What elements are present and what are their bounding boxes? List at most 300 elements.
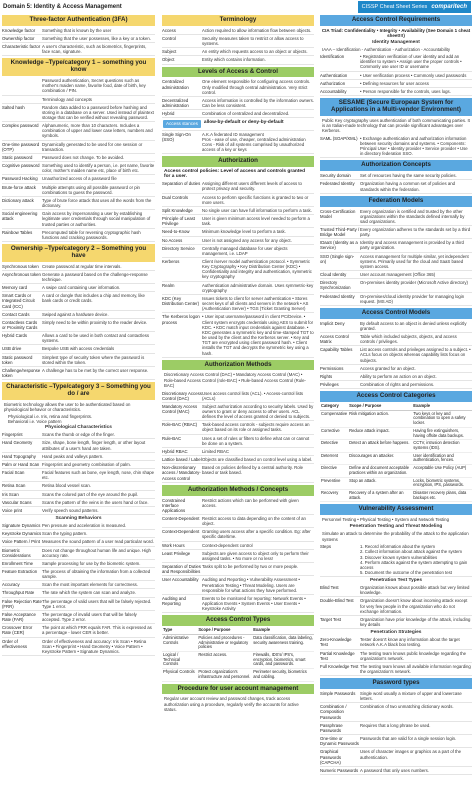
info-row — [162, 258, 314, 282]
row-desc: User is given minimum access level needed to perform a task. — [202, 216, 310, 227]
row-term: Contact Cards — [2, 311, 30, 317]
info-row — [162, 35, 314, 48]
row-term: Access Control Matrix — [320, 334, 349, 345]
info-row — [320, 735, 472, 748]
row-desc: Pen pressure and acceleration is measured. — [42, 523, 127, 529]
info-row — [2, 624, 155, 637]
row-desc: • User input username/password in client PC/Device. • Client system encrypts credentials using AES to submit for KDC. • KDC match input credentials against database. • KDC generates a symmetric key and time-stamped TGT to be used by the client and the Kerberos server. • Key and TGT are encrypted using client password hash. • Client installs the TGT and decrypts the symmetric key using a hash. — [202, 314, 314, 356]
intro-text: Biometric technology allows the user to be authenticated based on physiological behavior or characteristics. — [4, 401, 131, 413]
steps-list — [360, 544, 472, 575]
row-desc: The point at which FRR equals FAR. This is expressed as a percentage - lower CER is better. — [42, 625, 152, 636]
row-desc: Set of resources having the same security policies. — [360, 173, 457, 179]
row-desc: On-premises/cloud identity provider for managing login request. (MS AD) — [360, 293, 465, 304]
section-models — [320, 308, 472, 389]
row-desc: An entity which requests access to an object or objects. — [202, 49, 308, 55]
table-cell: Protect organization's infrastructure and personnel. — [197, 669, 252, 681]
row-term: User Accountability — [162, 577, 199, 583]
table-cell: Restrict access. — [197, 651, 252, 668]
info-row — [320, 208, 472, 226]
row-desc: Allows a card to be used in both contact and contactless systems. — [42, 333, 150, 344]
series-title: CISSP Cheat Sheet Series — [361, 4, 428, 10]
info-row — [162, 403, 314, 421]
info-row — [162, 245, 314, 258]
subheading: Penetration Testing and Threat Modeling — [349, 524, 443, 530]
row-desc: Measures the sound pattern of a user read particular word. — [42, 539, 154, 545]
row-desc: Restrict actions which can be performed with given access. — [202, 497, 299, 508]
info-row — [320, 584, 472, 597]
row-term: Auditing and Reporting — [162, 595, 186, 607]
section-header: Terminology — [162, 15, 314, 26]
row-desc: Something that the user possesses, like a key or a token. — [42, 35, 151, 41]
sesame-text: Public Key cryptography uses authentication of both communicating parties. It is an Italian-made technology that can provide significant advantages over Kerberos. — [322, 117, 470, 134]
row-desc: Scan the most important elements for correctness. — [42, 582, 139, 588]
sso-row — [162, 131, 314, 155]
info-row — [162, 194, 314, 207]
row-term: Enrollment Time — [2, 560, 34, 566]
row-desc: Something used to identify a person, i.e. pet name, favorite color, mother's maiden name etc, place of birth etc. — [42, 163, 155, 174]
row-desc: The percentage of invalid users that will be falsely accepted. Type 2 error. — [42, 611, 137, 623]
row-term: Capability Tables — [320, 347, 353, 353]
row-desc: Terminology and concepts — [42, 96, 92, 102]
row-term: SSO (Single sign-on) — [320, 253, 355, 264]
row-desc: Hand peaks and valleys pattern. — [42, 453, 104, 459]
info-row — [2, 530, 155, 538]
info-row — [320, 53, 472, 71]
info-row — [162, 563, 314, 576]
top-bar — [0, 0, 474, 14]
row-term: Numeric Passwords — [320, 767, 359, 773]
row-term — [2, 97, 42, 102]
info-row — [320, 616, 472, 629]
row-desc: Dynamically generated to be used for one session or transaction. — [42, 141, 143, 152]
section-auth-concepts — [320, 160, 472, 193]
section-header: Authorization Methods / Concepts — [162, 485, 314, 496]
info-row — [162, 27, 314, 35]
stances-pill: Access stances — [163, 120, 201, 128]
row-term: Rule-BAC — [162, 435, 182, 441]
bullet-item: Behavioral i.e. Voice pattern — [8, 418, 62, 424]
info-row — [2, 210, 155, 228]
iaaa-line: IAAA – Identification - Authentication - Authorization - Accountability — [322, 46, 451, 52]
row-desc: Security measures taken to restrict or allow access to systems. — [202, 35, 304, 47]
section-header: Authorization Concepts — [320, 160, 472, 171]
table-cell: Administrative Controls — [162, 634, 197, 651]
table-row — [162, 634, 314, 651]
row-desc: Centrally managed database for user objects management, i.e. LDAP — [202, 245, 288, 256]
row-term: Blind Test — [320, 585, 339, 591]
row-desc: Verify speech sound patterns. — [42, 507, 99, 513]
row-term: Split Knowledge — [162, 207, 193, 213]
row-term: Implicit Deny — [320, 320, 345, 326]
row-term: Directory Synchronization — [320, 280, 351, 291]
info-row — [320, 650, 472, 663]
row-term: Memory card — [2, 285, 28, 291]
subheading: Penetration Strategies — [370, 630, 422, 636]
row-desc: Scans the pattern of the veins in the users hand or face. — [42, 499, 149, 505]
table-header-cell: Category — [320, 403, 348, 410]
row-desc: Subjects are given access to object only to perform their assigned tasks. • No more or no less! — [202, 550, 309, 561]
table-cell: Data classification, data labeling, security awareness training. — [252, 634, 314, 651]
table-cell: Firewalls, IDS's/ IPS's, encryption, biometrics, smart cards, and passwords. — [252, 651, 314, 668]
info-row — [320, 703, 472, 721]
row-desc: Minimum knowledge level to perform a task. — [202, 229, 286, 235]
info-row — [162, 528, 314, 541]
row-desc: User is not assigned any access for any object. — [202, 237, 292, 243]
info-row — [2, 319, 155, 332]
info-row — [162, 180, 314, 193]
info-row — [320, 333, 472, 346]
info-row — [2, 35, 155, 43]
row-desc: A user's characteristic, such as biometrics, fingerprints, face scan, signature. — [42, 44, 147, 55]
sso-desc — [202, 132, 314, 153]
info-row — [2, 104, 155, 122]
info-row — [2, 367, 155, 380]
row-term: Facial Scan — [2, 470, 25, 476]
info-row — [2, 431, 155, 439]
row-term: Synchronous token — [2, 263, 39, 269]
row-term: Dual Controls — [162, 194, 189, 200]
section-header: SESAME (Secure European System for Applications in a Multi-vendor Environment) — [320, 98, 472, 116]
row-desc: Create password at regular time intervals. — [42, 263, 122, 269]
row-term: Cognitive password — [2, 163, 40, 169]
row-desc: Every organization is certified and trusted by the other organizations within the standards defined internally by said organizations. — [360, 208, 465, 224]
info-row — [320, 381, 472, 389]
row-desc: Uses a set of rules or filters to define what can or cannot be done on a system. — [202, 435, 310, 446]
step-item: 4. Perform attacks against the system attempting to gain access — [360, 559, 468, 570]
row-desc: • Defining resources for user access — [360, 80, 429, 86]
row-term: Combination / Composition Passwords — [320, 704, 347, 720]
row-desc: One element responsible for configuring access controls. Only modified through central administration. Very strict control. — [202, 79, 311, 95]
info-row — [2, 499, 155, 507]
info-row — [162, 228, 314, 236]
info-row — [162, 48, 314, 56]
row-desc: Combination of centralized and decentralized. — [202, 111, 290, 117]
info-row — [162, 97, 314, 110]
row-term: Password Hacking — [2, 176, 38, 182]
info-row — [162, 464, 314, 482]
row-term: Object — [162, 57, 175, 63]
row-term: Centralized administration — [162, 79, 189, 90]
row-desc: Uses of character images or graphics as a part of the authentication. — [360, 749, 462, 760]
info-row — [2, 581, 155, 589]
table-cell: Directive — [320, 465, 348, 477]
section-header: Password types — [320, 678, 472, 689]
info-row — [2, 184, 155, 197]
info-row — [2, 611, 155, 624]
info-row — [320, 597, 472, 615]
brand-banner — [358, 1, 471, 13]
row-term: Work Hours — [162, 542, 185, 548]
section-concepts — [162, 485, 314, 614]
row-desc: The testing team knows public knowledge regarding the organization's network. — [360, 650, 467, 661]
row-term: Need-to-Know — [162, 229, 190, 235]
row-term: Cloud Identity — [320, 272, 347, 278]
section-header: Access Control Models — [320, 308, 472, 319]
procedure-text: Regular user account review and password changes, track access authorization using a procedure, regularly verify the accounts for active status. — [164, 696, 299, 713]
step-item: 1. Record information about the system — [360, 544, 435, 550]
row-desc: A challenge has to be met by the correct user response. — [42, 367, 149, 373]
row-desc: • Exchange authentication and authorization information between security domains and systems. • Components: Principal User • Identity provider • Service provider • Use in directory federation SSO. — [360, 135, 468, 157]
info-row — [320, 767, 472, 775]
row-desc: Something that is known by the user — [42, 27, 112, 33]
info-row — [2, 345, 155, 353]
section-header: Access Control Types — [162, 615, 314, 626]
row-term: Control — [162, 35, 176, 41]
section-header: Ownership –Type/category 2 – Something you have — [2, 244, 155, 262]
info-row — [320, 239, 472, 252]
row-term: Social engineering attack — [2, 211, 38, 222]
row-desc: Scans the thumb or edge of the finger. — [42, 432, 115, 438]
info-row — [2, 175, 155, 183]
row-desc: Uses access control lists (ACL). • Access-control lists (ACLs) — [202, 390, 304, 401]
info-row — [2, 122, 155, 140]
info-row — [320, 293, 472, 306]
vuln-line: Personnel Testing • Physical Testing • System and Network Testing — [322, 517, 449, 523]
row-desc: On-premises identity provider (Microsoft Active directory) — [360, 280, 468, 286]
section-sesame — [320, 98, 472, 158]
row-desc: A swipe card containing user information. — [42, 285, 121, 291]
info-row — [320, 80, 472, 88]
row-term: Directory Service — [162, 245, 195, 251]
table-cell: Disaster recovery plans, data backups etc. — [412, 489, 472, 501]
row-term: Realm — [162, 282, 175, 288]
table-header-row — [162, 627, 314, 634]
row-term: Crossover Error Rate (CER) — [2, 625, 33, 636]
section-requirements — [320, 15, 472, 96]
row-term: Decentralized administration — [162, 97, 189, 109]
row-desc: Access granted for an object. — [360, 365, 416, 371]
row-term: Separation of duties — [162, 181, 201, 187]
row-term: Hand Geometry — [2, 440, 33, 446]
row-desc: Multiple attempts using all possible password or pin combinations to guess the password. — [42, 184, 140, 195]
row-desc: List access controls and privileges assigned to a subject. • ACLs focus on objects whereas capability lists focus on subjects. — [360, 347, 471, 363]
section-categories — [320, 391, 472, 502]
row-term: Hybrid Cards — [2, 333, 28, 339]
row-desc: Precomputed table for reversing cryptographic hash functions and cracking passwords. — [42, 229, 141, 240]
table-row — [320, 440, 472, 452]
table-row — [320, 477, 472, 489]
row-desc: A password that only uses numbers. — [360, 767, 430, 773]
info-row — [2, 482, 155, 490]
info-row — [320, 373, 472, 381]
section-header: Three-factor Authentication (3FA) — [2, 15, 155, 26]
row-desc: Access to perform specific functions is granted to two or more users. — [202, 194, 309, 205]
table-header-cell: Example — [412, 403, 472, 410]
table-cell: Perimeter security, biometrics and cabling. — [252, 669, 314, 681]
section-authorization — [162, 156, 314, 357]
bullet-item: Pros - ease of use, cheaper, centralized administration — [202, 137, 306, 142]
row-desc: Based on policies defined by a central authority. Role based or task based. — [202, 465, 303, 476]
info-row — [2, 154, 155, 162]
step-item: 2. Collect information about attack against the system — [360, 549, 462, 555]
section-types — [162, 615, 314, 681]
row-term: Graphical Passwords (CAPCHA) — [320, 749, 342, 765]
row-desc: Assigning different users different levels of access to protect privacy and security. — [202, 181, 302, 192]
table-cell: Physical Controls — [162, 669, 197, 681]
table-cell: Detective — [320, 440, 348, 452]
row-term: False Acceptance Rate (FAR) — [2, 611, 36, 623]
table-row — [162, 669, 314, 681]
steps-label: Steps — [320, 544, 331, 550]
row-desc: Entity which contains information. — [202, 57, 266, 63]
row-term: Federated Identity — [320, 181, 355, 187]
info-row — [162, 56, 314, 64]
info-row — [2, 453, 155, 461]
row-term: Voice Pattern / Print — [2, 539, 40, 545]
column-right — [320, 15, 472, 810]
row-term: Full Knowledge Test — [320, 663, 359, 669]
info-row — [320, 172, 472, 180]
table-row — [320, 452, 472, 464]
row-term: Authorization — [320, 80, 346, 86]
row-term: Order of effectiveness — [2, 638, 28, 649]
info-row — [2, 522, 155, 530]
row-term: USB drive — [2, 346, 22, 352]
subheading: Scanning Behaviors — [55, 516, 102, 522]
comparitech-logo: comparitech — [431, 4, 467, 10]
info-row — [162, 313, 314, 357]
row-desc: Fingerprint and geometry combination of palm. — [42, 461, 131, 467]
row-desc: Combination of rights and permissions. — [360, 382, 435, 388]
row-desc: Order of effectiveness and accuracy: Iris Scan • Retina Scan • Fingerprint • Hand Geometry • Voice Pattern • Keystroke Pattern • Signature Dynamics. — [42, 638, 147, 654]
bullet-item: A.K.A federated ID management — [202, 131, 264, 137]
row-desc: User account management (Office 365) — [360, 272, 436, 278]
section-vulnerability — [320, 504, 472, 676]
info-row — [320, 180, 472, 193]
info-row — [162, 456, 314, 464]
row-term: Voice print — [2, 507, 23, 513]
row-term: Double-Blind Test — [320, 598, 354, 604]
row-term: Security domain — [320, 173, 351, 179]
row-desc: Authentication administrative domain. Uses symmetric-key cryptography — [202, 282, 314, 293]
row-term: Keystroke Dynamics — [2, 531, 42, 537]
info-row — [2, 598, 155, 611]
row-term: Hybrid — [162, 111, 175, 117]
column-middle — [162, 15, 314, 810]
info-row — [320, 253, 472, 271]
row-term: Context-Dependent — [162, 529, 200, 535]
table-header-cell: Scope / Purpose — [348, 403, 412, 410]
row-term: Privileges — [320, 382, 339, 388]
row-term: Challenge/response token — [2, 367, 41, 379]
row-desc: Granting users access after a specific condition. Eg: after specific date/time. — [202, 529, 311, 540]
row-desc: Organization knows about possible attack but very limited knowledge. — [360, 585, 470, 596]
info-row — [320, 636, 472, 649]
section-header: Levels of Access & Control — [162, 67, 314, 78]
info-row — [320, 365, 472, 373]
row-term: Retina Scan — [2, 483, 26, 489]
table-cell: Recovery — [320, 489, 348, 501]
row-term: Discretionary Access Control (DAC) — [162, 390, 202, 401]
info-row — [2, 491, 155, 499]
row-desc: No single user can have full information to perform a task. — [202, 207, 312, 213]
row-term: Access — [162, 27, 176, 33]
data-table — [320, 403, 472, 502]
row-desc: Size, shape, bone length, finger length, or other layout attributes of a user's hand are taken. — [42, 440, 146, 451]
row-desc: Single word usually a mixture of upper and lowercase letters. — [360, 690, 462, 702]
row-term: Signature Dynamics — [2, 523, 41, 529]
row-term — [2, 78, 42, 93]
row-term: Authentication — [320, 72, 348, 78]
section-header: Authorization — [162, 156, 314, 167]
row-term: Salted hash — [2, 104, 25, 110]
row-term: Complex password — [2, 123, 39, 129]
row-desc: Access management for multiple similar, yet independent systems. Primarily used for the cloud and SaaS based system access. — [360, 253, 469, 269]
section-header: Knowledge –Type/category 1 – something you know — [2, 58, 155, 76]
row-term: Hand Topography — [2, 453, 36, 459]
info-row — [320, 279, 472, 292]
row-desc: Scans the colored part of the eye around the pupil. — [42, 491, 139, 497]
section-password-types — [320, 678, 472, 775]
row-term: One-time password (OTP) — [2, 141, 40, 152]
row-desc: Simplest type of security token where the password is stored within the token. — [42, 354, 145, 365]
row-desc: Scan the typing pattern. — [42, 531, 88, 537]
info-row — [162, 542, 314, 550]
info-row — [2, 461, 155, 469]
info-row — [320, 346, 472, 364]
row-desc: A card or dongle that includes a chip and memory, like bank cards or credit cards. — [42, 293, 145, 304]
info-row — [2, 284, 155, 292]
section-header: Access Control Requirements — [320, 15, 472, 26]
info-row — [2, 271, 155, 284]
row-term: Static password — [2, 154, 33, 160]
section-procedure — [162, 684, 314, 714]
row-desc: By default access to an object is denied unless explicitly granted. — [360, 320, 467, 331]
cia-line: CIA Triad: Confidentiality • Integrity • Availability (See Domain 1 cheat sheet!!!) — [321, 27, 471, 38]
section-knowledge — [2, 58, 155, 242]
row-desc: Swiped against a hardware device. — [42, 311, 109, 317]
row-desc: Client /server model authentication protocol. • Symmetric Key Cryptography • Key Distribution Center (KDC) • Confidentiality and integrity and authentication, symmetric key cryptography — [202, 259, 312, 280]
row-term: Lattice based / Label — [162, 457, 202, 463]
section-header: Authorization Methods — [162, 360, 314, 371]
row-desc: Auditing and Reporting • Vulnerability Assessment • Penetration Testing • Threat Modeling. Users are responsible for what actions they have performed. — [202, 577, 300, 593]
table-cell: Deterrent — [320, 452, 348, 464]
steps-row — [320, 543, 472, 577]
info-row — [320, 690, 472, 703]
row-term: Permissions — [320, 365, 344, 371]
row-desc: Access information is controlled by the information owners. Can be less consistent. — [202, 97, 314, 109]
row-term: Passphrase Passwords — [320, 722, 343, 733]
info-row — [320, 226, 472, 239]
info-row — [162, 390, 314, 403]
info-row — [2, 560, 155, 568]
info-row — [2, 96, 155, 104]
row-term: Palm or Hand Scan — [2, 461, 40, 467]
row-term: Ownership factor — [2, 35, 35, 41]
row-desc: Passwords that are valid for a single session login. — [360, 736, 457, 742]
table-header-cell: Type — [162, 627, 197, 634]
table-row — [162, 651, 314, 668]
row-term: Knowledge factor — [2, 27, 36, 33]
info-row — [162, 576, 314, 594]
row-term: Partial Knowledge Test — [320, 650, 355, 661]
table-cell: Corrective — [320, 427, 348, 439]
info-row — [162, 215, 314, 228]
row-desc: Action required to allow information flow between objects. — [202, 27, 312, 33]
row-term: Smart Cards or Integrated Circuit Card (ICC) — [2, 293, 35, 309]
row-term: IDaaS (Identity as a Service) — [320, 240, 358, 251]
row-desc: Limited RBAC — [202, 448, 229, 454]
row-desc: The testing team knows all available information regarding the organization's network. — [360, 663, 471, 675]
row-desc: Random data added to a password before hashing and storing in a database on a server. Used instead of plaintext storage that can be verified without revealing password. — [42, 104, 154, 120]
row-term: Static password token — [2, 354, 33, 365]
info-row — [320, 748, 472, 766]
info-row — [320, 271, 472, 279]
section-terminology — [162, 15, 314, 65]
row-term: Dictionary attack — [2, 197, 34, 203]
row-desc: Identity and access management is provided by a third party organization. — [360, 240, 464, 251]
table-cell: Locks, biometric systems, encryption, IPS, passwords. — [412, 477, 472, 489]
